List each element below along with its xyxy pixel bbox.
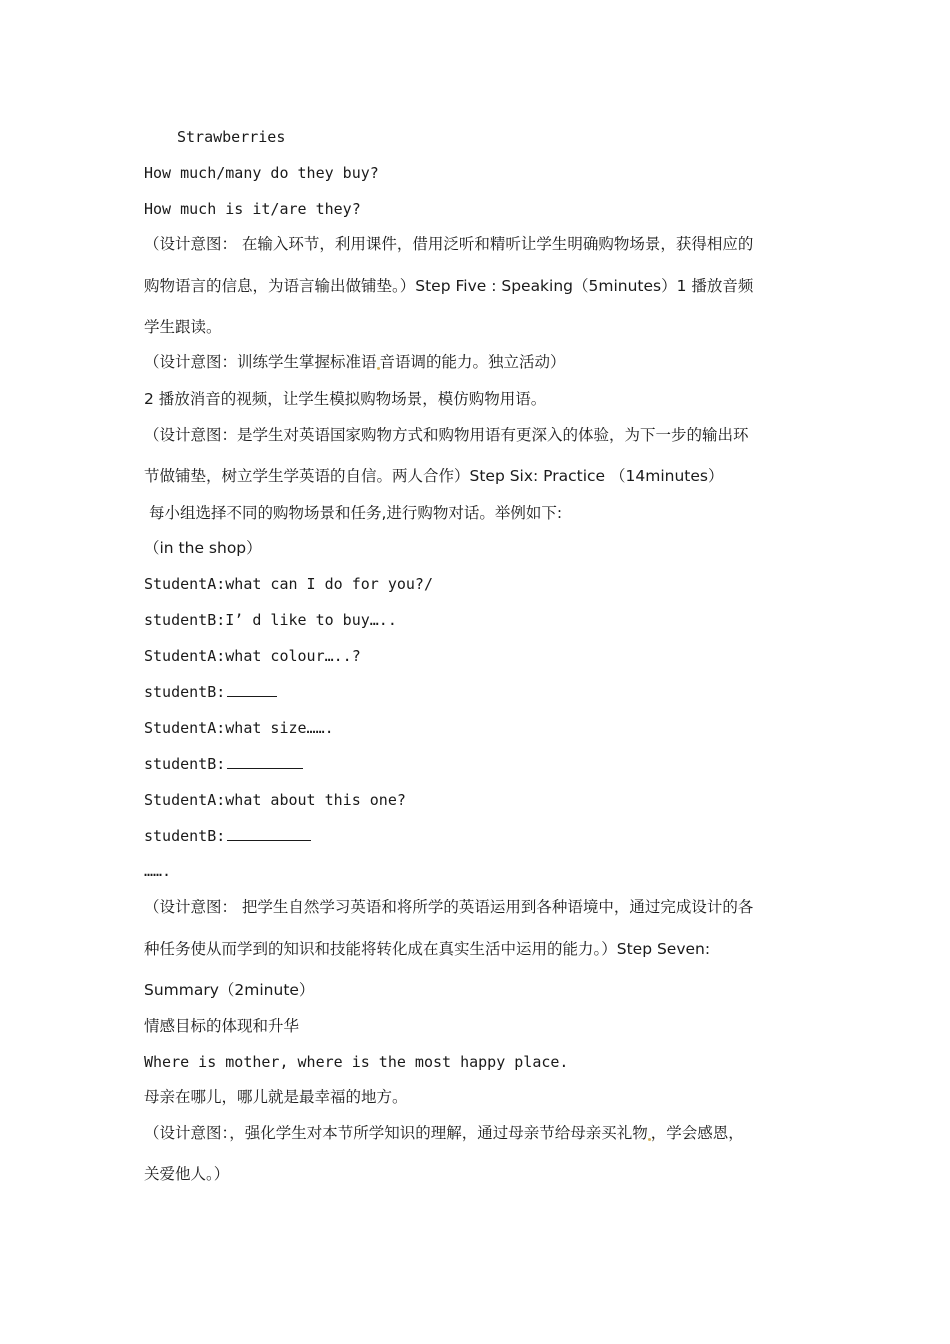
text-line	[144, 682, 814, 702]
text-span: 音语调的能力。独立活动）	[379, 353, 566, 371]
text-line: How much is it/are they?	[144, 200, 361, 218]
text-span: （设计意图： 在输入环节，利用课件，借用泛听和精听让学生明确购物场景，获得相应的	[144, 235, 754, 253]
text-line: （设计意图：是学生对英语国家购物方式和购物用语有更深入的体验，为下一步的输出环	[144, 426, 749, 444]
text-line: …….	[144, 862, 172, 880]
text-line	[144, 234, 814, 254]
text-span: ，学会感恩，	[650, 1124, 744, 1142]
text-line: 情感目标的体现和升华	[144, 1017, 300, 1035]
text-line: StudentA:what about this one?	[144, 791, 406, 809]
answer-blank	[227, 826, 311, 841]
text-line: StudentA:what size…….	[144, 719, 334, 737]
text-span: studentB:	[144, 827, 226, 845]
text-line	[144, 1123, 814, 1143]
text-line: 母亲在哪儿，哪儿就是最幸福的地方。	[144, 1088, 408, 1106]
text-span: （设计意图：，强化学生对本节所学知识的理解，通过母亲节给母亲买礼物	[144, 1124, 648, 1142]
text-line: 关爱他人。）	[144, 1165, 230, 1183]
text-span: studentB:	[144, 755, 226, 773]
text-line: 种任务使从而学到的知识和技能将转化成在真实生活中运用的能力。）Step Seven:	[144, 940, 711, 958]
text-line: 学生跟读。	[144, 318, 222, 336]
text-line: （设计意图： 把学生自然学习英语和将所学的英语运用到各种语境中，通过完成设计的各	[144, 898, 754, 916]
text-span: studentB:	[144, 683, 226, 701]
text-line: （in the shop）	[144, 539, 262, 557]
text-line: 购物语言的信息，为语言输出做铺垫。）Step Five : Speaking（5minutes）1 播放音频	[144, 277, 754, 295]
text-line: 每小组选择不同的购物场景和任务,进行购物对话。举例如下:	[149, 504, 563, 522]
answer-blank	[227, 682, 277, 697]
text-line: 节做铺垫，树立学生学英语的自信。两人合作）Step Six: Practice （14minutes）	[144, 467, 724, 485]
text-line	[144, 352, 814, 372]
text-line: 2 播放消音的视频，让学生模拟购物场景，模仿购物用语。	[144, 390, 547, 408]
answer-blank	[227, 754, 303, 769]
text-line: Summary（2minute）	[144, 981, 315, 999]
text-line: StudentA:what can I do for you?/	[144, 575, 433, 593]
text-line: Strawberries	[177, 128, 286, 146]
text-line	[144, 754, 814, 774]
text-span: （设计意图：训练学生掌握标准语	[144, 353, 377, 371]
text-line: Where is mother, where is the most happy place.	[144, 1053, 569, 1071]
text-line: studentB:I’ d like to buy…..	[144, 611, 397, 629]
text-line	[144, 826, 814, 846]
text-line: StudentA:what colour…..?	[144, 647, 361, 665]
text-line: How much/many do they buy?	[144, 164, 379, 182]
